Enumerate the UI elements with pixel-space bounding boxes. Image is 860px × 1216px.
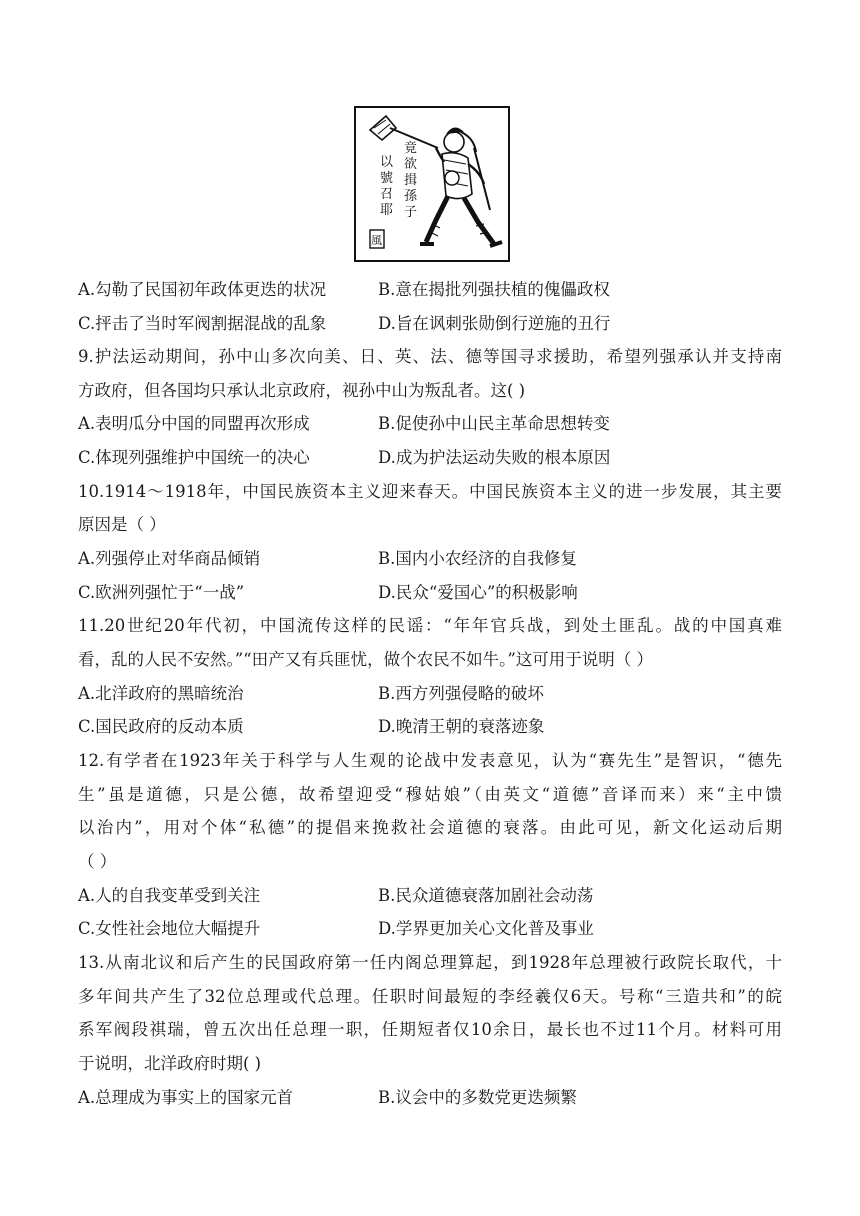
- svg-text:孫: 孫: [404, 189, 418, 204]
- q9-option-d[interactable]: D.成为护法运动失败的根本原因: [378, 448, 611, 467]
- svg-text:揖: 揖: [404, 173, 418, 188]
- q12-option-b[interactable]: B.民众道德衰落加剧社会动荡: [378, 886, 594, 905]
- svg-text:召: 召: [380, 187, 394, 202]
- q12-stem-line4: （ ）: [78, 852, 117, 871]
- q10-option-d[interactable]: D.民众“爱国心”的积极影响: [378, 583, 578, 602]
- q11-option-c[interactable]: C.国民政府的反动本质: [78, 717, 244, 736]
- q8-option-d[interactable]: D.旨在讽刺张勋倒行逆施的丑行: [378, 314, 611, 333]
- q11-stem-line1: 11.20世纪20年代初，中国流传这样的民谣：“年年官兵战，到处土匪乱。战的中国真难: [78, 616, 782, 635]
- q10-option-a[interactable]: A.列强停止对华商品倾销: [78, 549, 261, 568]
- q9-option-a[interactable]: A.表明瓜分中国的同盟再次形成: [78, 414, 310, 433]
- q9-option-c[interactable]: C.体现列强维护中国统一的决心: [78, 448, 310, 467]
- q12-option-d[interactable]: D.学界更加关心文化普及事业: [378, 919, 594, 938]
- q13-stem-line2: 多年间共产生了32位总理或代总理。任职时间最短的李经羲仅6天。号称“三造共和”的皖: [78, 987, 782, 1006]
- q13-stem-line1: 13.从南北议和后产生的民国政府第一任内阁总理算起，到1928年总理被行政院长取代，十: [78, 953, 782, 972]
- svg-text:號: 號: [380, 171, 394, 186]
- q11-option-d[interactable]: D.晚清王朝的衰落迹象: [378, 717, 545, 736]
- q10-option-b[interactable]: B.国内小农经济的自我修复: [378, 549, 577, 568]
- q11-stem-line2: 看，乱的人民不安然。”“田产又有兵匪忧，做个农民不如牛。”这可用于说明（ ）: [78, 650, 654, 669]
- q13-option-a[interactable]: A.总理成为事实上的国家元首: [78, 1088, 294, 1107]
- q12-option-c[interactable]: C.女性社会地位大幅提升: [78, 919, 261, 938]
- cartoon-caption-col1: 竟: [404, 141, 418, 156]
- svg-text:耶: 耶: [380, 203, 394, 218]
- svg-text:風: 風: [371, 234, 382, 247]
- q13-stem-line4: 于说明，北洋政府时期( ): [78, 1054, 262, 1073]
- political-cartoon-figure-icon: [356, 108, 508, 260]
- q12-stem-line1: 12.有学者在1923年关于科学与人生观的论战中发表意见，认为“赛先生”是智识，“德先: [78, 751, 782, 770]
- q9-stem-line2: 方政府，但各国均只承认北京政府，视孙中山为叛乱者。这( ): [78, 381, 526, 400]
- q8-option-b[interactable]: B.意在揭批列强扶植的傀儡政权: [378, 280, 610, 299]
- q12-stem-line2: 生”虽是道德，只是公德，故希望迎受“穆姑娘”（由英文“道德”音译而来）来“主中馈: [78, 785, 782, 804]
- svg-text:欲: 欲: [404, 157, 418, 172]
- q13-stem-line3: 系军阀段祺瑞，曾五次出任总理一职，任期短者仅10余日，最长也不过11个月。材料可用: [78, 1020, 782, 1039]
- q10-option-c[interactable]: C.欧洲列强忙于“一战”: [78, 583, 245, 602]
- q10-stem-line1: 10.1914～1918年，中国民族资本主义迎来春天。中国民族资本主义的进一步发展，其主要: [78, 482, 782, 501]
- q11-option-a[interactable]: A.北洋政府的黑暗统治: [78, 684, 244, 703]
- q12-stem-line3: 以治内”，用对个体“私德”的提倡来挽救社会道德的衰落。由此可见，新文化运动后期: [78, 818, 782, 837]
- q10-stem-line2: 原因是（ ）: [78, 515, 166, 534]
- q8-option-c[interactable]: C.抨击了当时军阀割据混战的乱象: [78, 314, 327, 333]
- q12-option-a[interactable]: A.人的自我变革受到关注: [78, 886, 261, 905]
- q9-stem-line1: 9.护法运动期间，孙中山多次向美、日、英、法、德等国寻求援助，希望列强承认并支持南: [78, 347, 782, 366]
- political-cartoon: [354, 106, 510, 262]
- q13-option-b[interactable]: B.议会中的多数党更迭频繁: [378, 1088, 577, 1107]
- q9-option-b[interactable]: B.促使孙中山民主革命思想转变: [378, 414, 610, 433]
- cartoon-caption-col2: 以: [380, 155, 394, 170]
- q8-option-a[interactable]: A.勾勒了民国初年政体更迭的状况: [78, 280, 327, 299]
- svg-text:子: 子: [404, 205, 418, 220]
- q11-option-b[interactable]: B.西方列强侵略的破坏: [378, 684, 544, 703]
